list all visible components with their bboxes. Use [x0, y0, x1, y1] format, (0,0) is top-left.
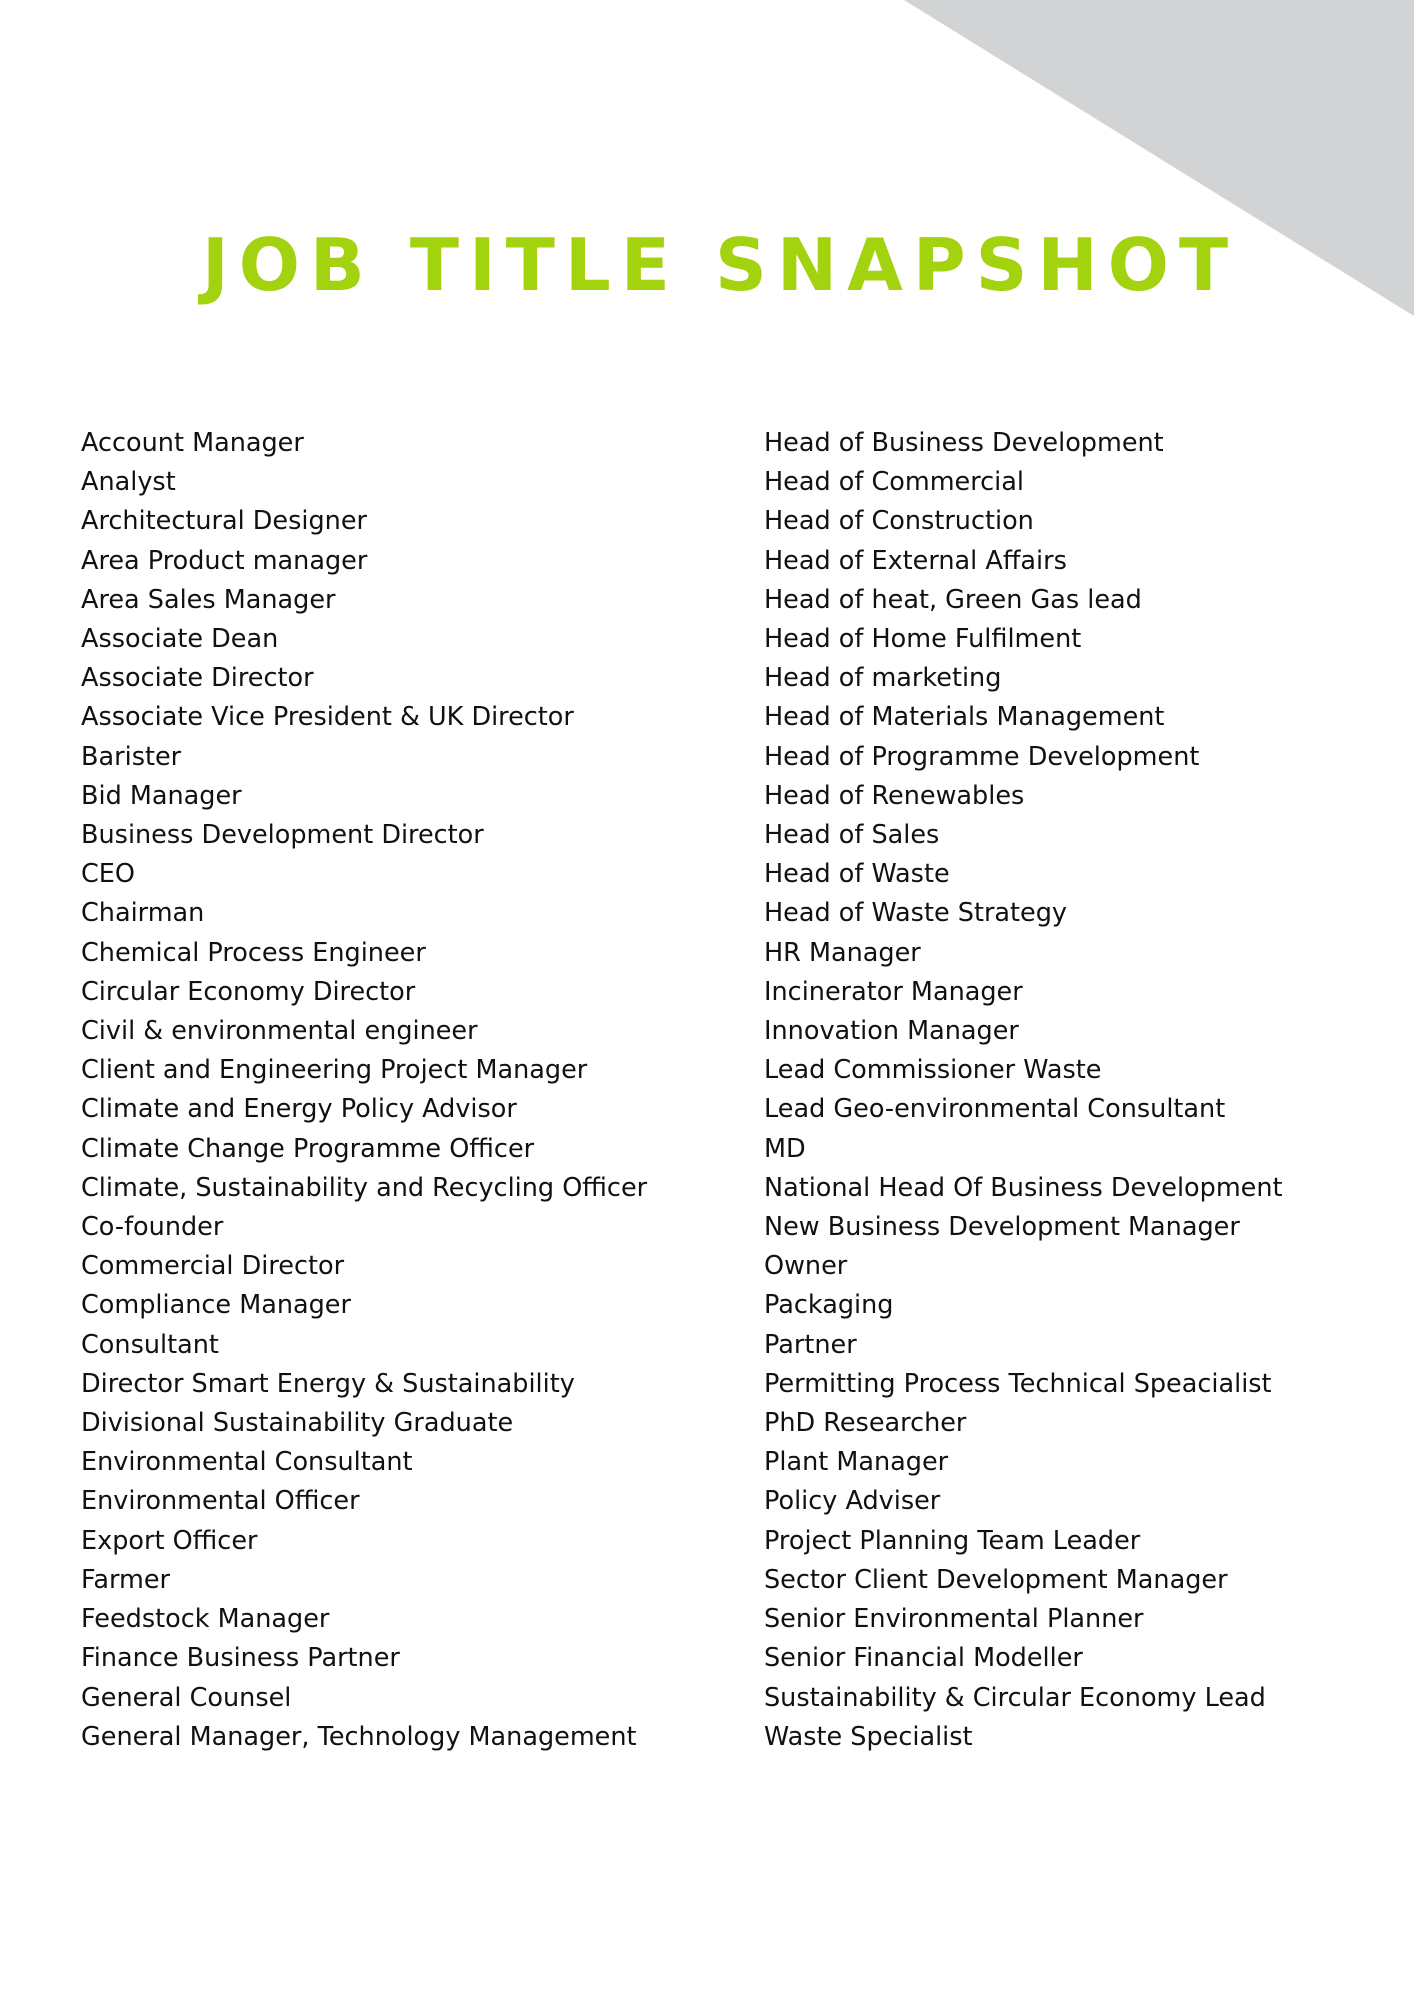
job-title-item: Associate Dean [81, 624, 279, 655]
job-title-item: Divisional Sustainability Graduate [81, 1408, 514, 1439]
job-title-item: Compliance Manager [81, 1290, 351, 1321]
job-title-item: Head of Construction [764, 506, 1034, 537]
job-title-item: Associate Director [81, 663, 314, 694]
page-title: JOB TITLE SNAPSHOT [201, 223, 1239, 307]
job-title-item: Head of marketing [764, 663, 1002, 694]
job-title-item: Permitting Process Technical Speacialist [764, 1368, 1272, 1399]
job-title-item: Head of Sales [764, 820, 940, 851]
job-title-item: Bid Manager [81, 780, 242, 811]
job-title-item: Sustainability & Circular Economy Lead [764, 1682, 1266, 1713]
job-title-item: Architectural Designer [81, 506, 368, 537]
job-title-item: Sector Client Development Manager [764, 1564, 1228, 1595]
job-title-item: CEO [81, 859, 135, 890]
job-title-item: Analyst [81, 467, 176, 498]
job-title-item: Climate and Energy Policy Advisor [81, 1094, 517, 1125]
job-title-item: PhD Researcher [764, 1408, 967, 1439]
job-title-item: Environmental Officer [81, 1486, 360, 1517]
job-title-item: Associate Vice President & UK Director [81, 702, 574, 733]
job-title-item: Farmer [81, 1564, 171, 1595]
job-title-item: Barister [81, 741, 182, 772]
job-title-item: Circular Economy Director [81, 976, 416, 1007]
job-title-item: Lead Commissioner Waste [764, 1055, 1102, 1086]
job-title-item: Innovation Manager [764, 1016, 1019, 1047]
job-title-item: Climate, Sustainability and Recycling Officer [81, 1172, 648, 1203]
job-title-item: New Business Development Manager [764, 1212, 1240, 1243]
job-title-item: Head of Business Development [764, 428, 1164, 458]
job-title-item: General Manager, Technology Management [81, 1721, 637, 1752]
job-title-item: Head of External Affairs [764, 545, 1067, 576]
job-title-item: Client and Engineering Project Manager [81, 1055, 588, 1086]
job-title-item: Head of Home Fulfilment [764, 624, 1082, 655]
job-title-item: Feedstock Manager [81, 1604, 330, 1635]
job-title-item: Incinerator Manager [764, 976, 1023, 1007]
job-title-item: Chairman [81, 898, 205, 929]
job-title-list-right [764, 424, 1283, 1757]
job-title-item: Project Planning Team Leader [764, 1525, 1141, 1556]
job-title-item: Export Officer [81, 1525, 258, 1556]
job-title-list-left [81, 424, 647, 1757]
job-title-item: General Counsel [81, 1682, 292, 1713]
job-title-item: Climate Change Programme Officer [81, 1133, 535, 1164]
job-title-item: Director Smart Energy & Sustainability [81, 1368, 575, 1399]
job-title-item: Business Development Director [81, 820, 484, 851]
job-title-item: Head of heat, Green Gas lead [764, 584, 1142, 615]
job-title-item: Commercial Director [81, 1251, 345, 1282]
job-title-item: Senior Financial Modeller [764, 1643, 1083, 1674]
job-title-item: Head of Materials Management [764, 702, 1165, 733]
job-title-item: Finance Business Partner [81, 1643, 400, 1674]
job-title-item: Policy Adviser [764, 1486, 941, 1517]
job-title-item: Plant Manager [764, 1447, 949, 1478]
job-title-item: Account Manager [81, 428, 304, 458]
job-title-item: Waste Specialist [764, 1721, 973, 1752]
job-title-item: Lead Geo-environmental Consultant [764, 1094, 1226, 1125]
job-title-item: Consultant [81, 1329, 219, 1360]
job-title-item: HR Manager [764, 937, 921, 968]
job-title-item: Head of Waste [764, 859, 950, 890]
job-title-item: Civil & environmental engineer [81, 1016, 478, 1047]
job-title-item: Area Product manager [81, 545, 368, 576]
job-title-item: Owner [764, 1251, 848, 1282]
job-title-item: Partner [764, 1329, 857, 1360]
job-title-item: Co-founder [81, 1212, 224, 1243]
job-title-item: Chemical Process Engineer [81, 937, 426, 968]
job-title-item: Packaging [764, 1290, 894, 1321]
job-title-item: Head of Programme Development [764, 741, 1200, 772]
job-title-item: National Head Of Business Development [764, 1172, 1283, 1203]
job-title-item: Senior Environmental Planner [764, 1604, 1144, 1635]
job-title-item: Head of Waste Strategy [764, 898, 1068, 929]
job-title-item: Environmental Consultant [81, 1447, 413, 1478]
job-title-item: Head of Commercial [764, 467, 1024, 498]
job-title-item: MD [764, 1133, 806, 1164]
job-title-item: Area Sales Manager [81, 584, 336, 615]
job-title-item: Head of Renewables [764, 780, 1025, 811]
